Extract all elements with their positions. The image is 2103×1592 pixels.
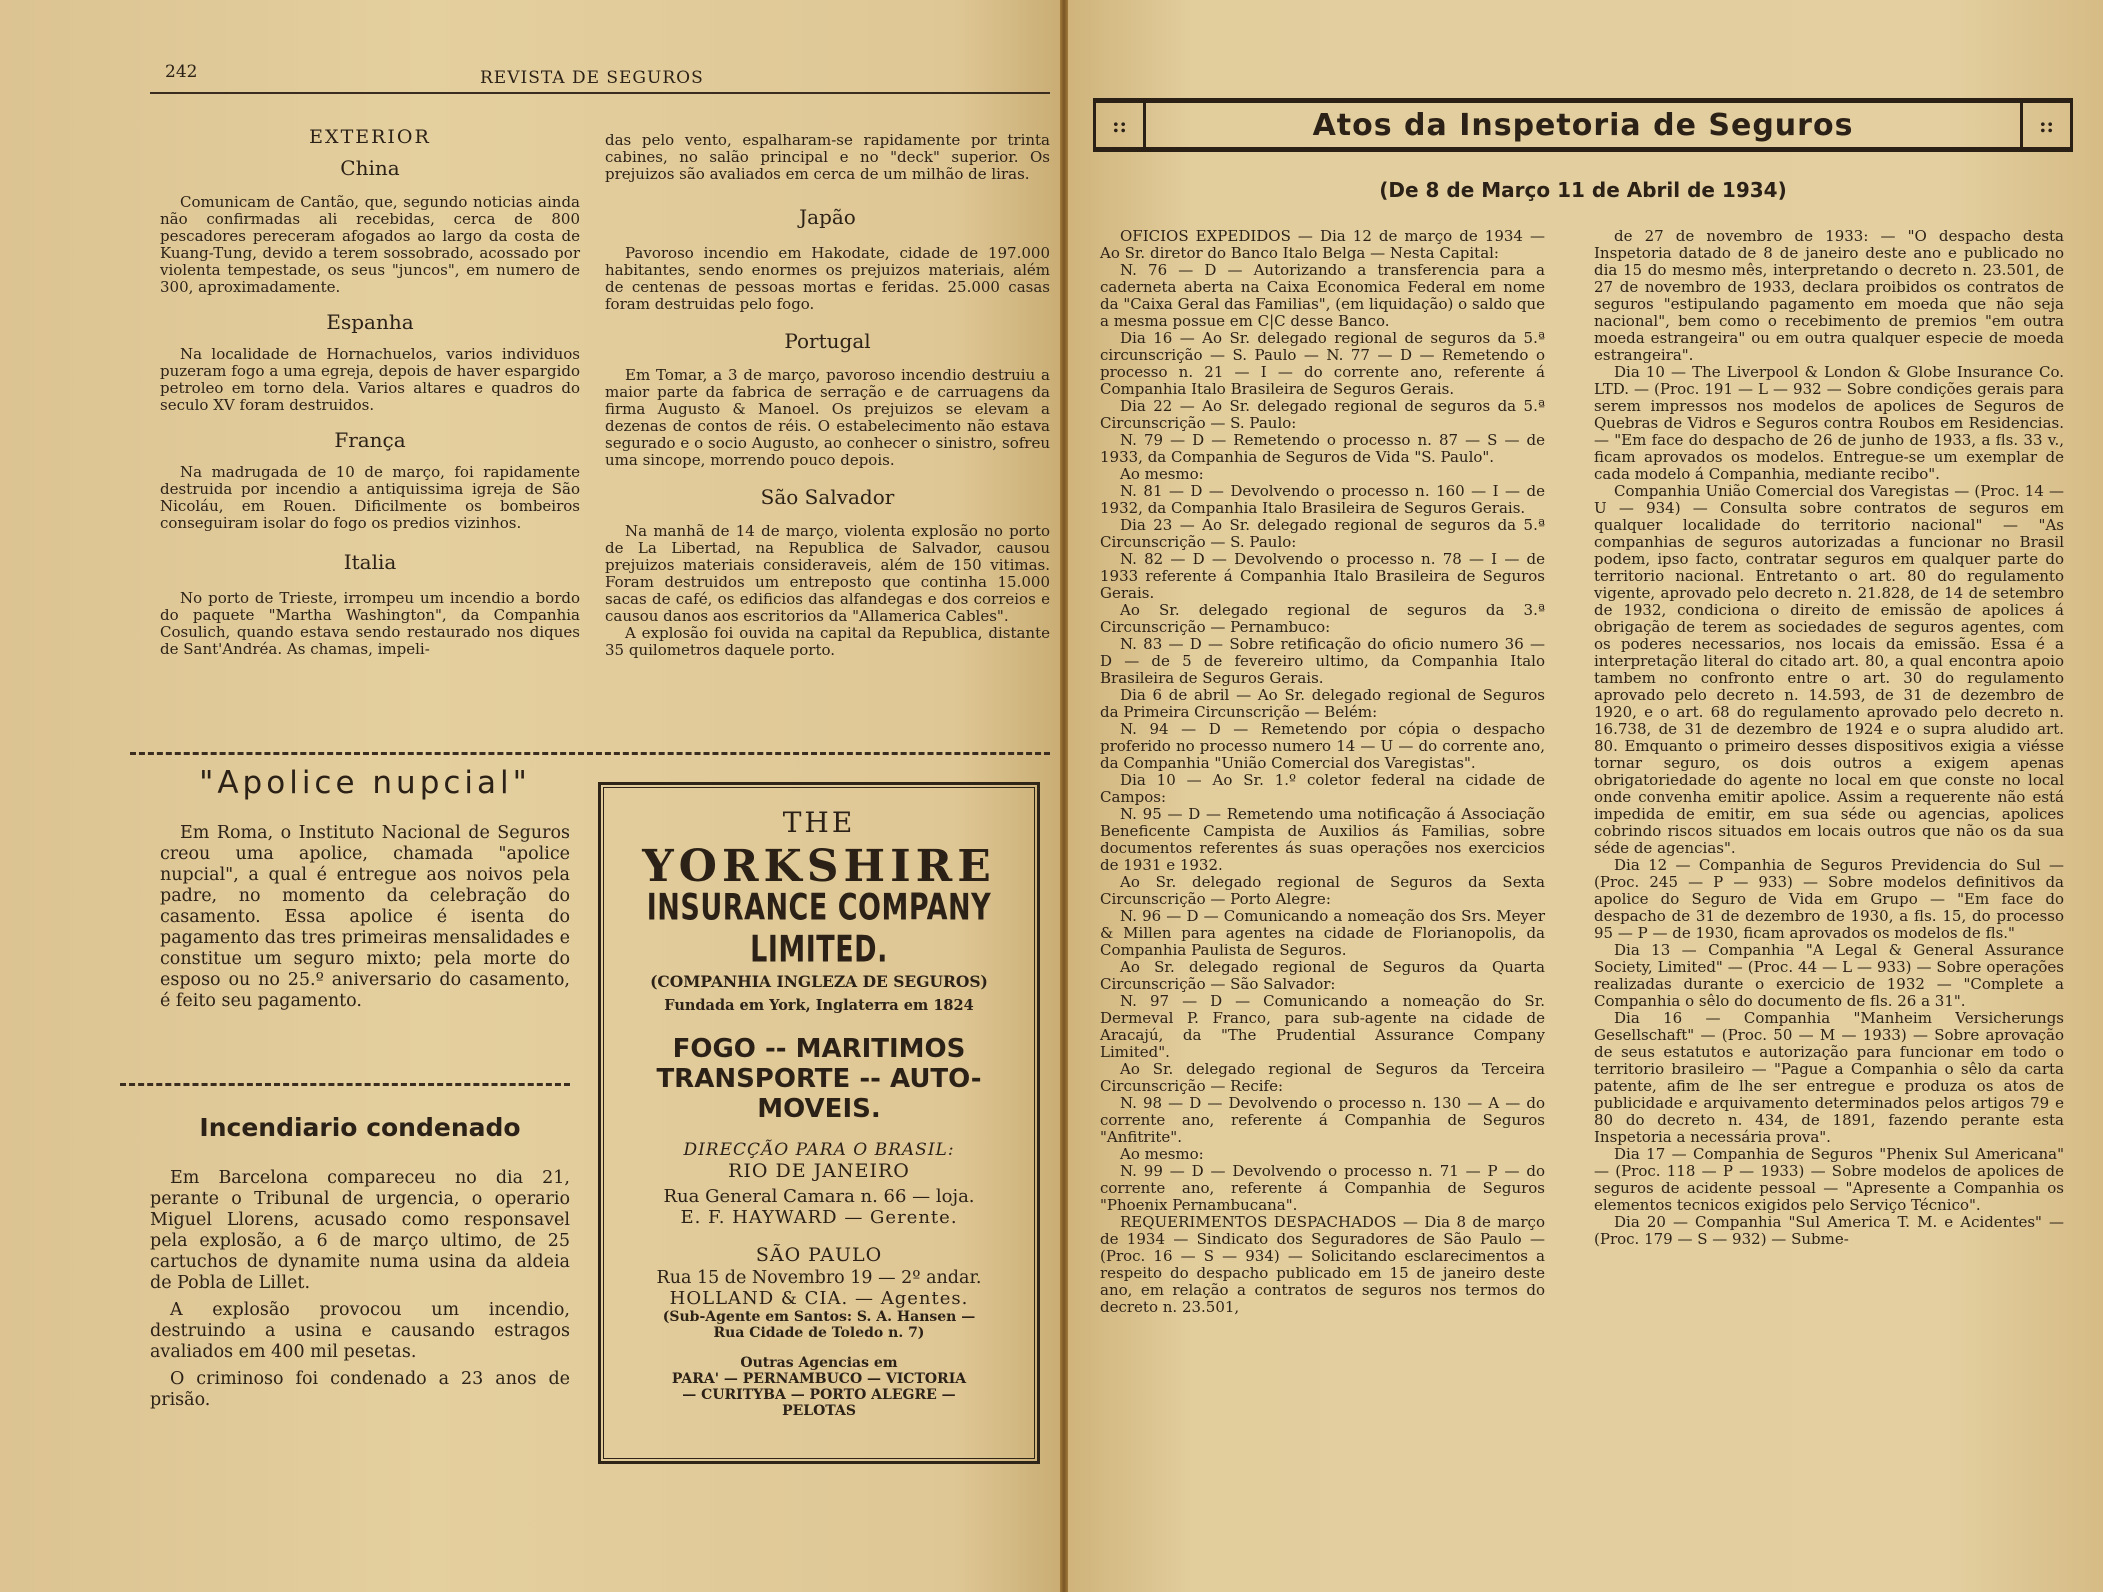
advert-direccao: DIRECÇÃO PARA O BRASIL: — [683, 1140, 955, 1160]
advert-rua-sp: Rua 15 de Novembro 19 — 2º andar. — [656, 1268, 982, 1288]
apolice-divider — [120, 1083, 570, 1086]
advert-hayward: E. F. HAYWARD — Gerente. — [680, 1207, 958, 1228]
exterior-column-a — [160, 126, 580, 658]
advert-lines-3: MOVEIS. — [757, 1094, 881, 1124]
espanha-text: Na localidade de Hornachuelos, varios individuos puzeram fogo a uma egreja, depois de haver espargido petroleo em torno dela. Varios altares e quadros do seculo XV foram destruidos. — [160, 345, 580, 414]
incendiario-article — [150, 1113, 570, 1411]
incendiario-p3: O criminoso foi condenado a 23 anos de prisão. — [150, 1369, 570, 1410]
act-paragraph: N. 82 — D — Devolvendo o processo n. 78 — I — de 1933 referente á Companhia Italo Brasileira de Seguros Gerais. — [1100, 550, 1545, 602]
act-paragraph: Dia 10 — The Liverpool & London & Globe Insurance Co. LTD. — (Proc. 191 — L — 932 — Sobre condições gerais para serem impressos nos modelos de apolices de Seguros de Quebras de Vidros e Seguros contra Roubos em Residencias. — "Em face do despacho de 26 de junho de 1933, a fls. 33 v., ficam aprovados os modelos. Entregue-se um exemplar de cada modelo á Companhia, mediante recibo". — [1594, 363, 2064, 483]
incendiario-p2: A explosão provocou um incendio, destruindo a usina e causando estragos avaliados em 400 mil pesetas. — [150, 1300, 570, 1362]
right-page — [1068, 0, 2103, 1592]
act-paragraph: Dia 12 — Companhia de Seguros Previdencia do Sul — (Proc. 245 — P — 933) — Sobre modelos definitivos da apolice do Seguro de Vida em Grupo — "Em face do despacho de 31 de dezembro de 1930, a fls. 15, do processo 95 — P — de 1930, ficam aprovados os modelos de fls." — [1594, 856, 2064, 942]
advert-rua-rio: Rua General Camara n. 66 — loja. — [663, 1186, 975, 1207]
act-paragraph: Ao Sr. delegado regional de Seguros da Terceira Circunscrição — Recife: — [1100, 1060, 1545, 1095]
act-paragraph: Dia 6 de abril — Ao Sr. delegado regional de Seguros da Primeira Circunscrição — Belém: — [1100, 686, 1545, 721]
advert-santos-2: Rua Cidade de Toledo n. 7) — [713, 1325, 925, 1341]
act-paragraph: N. 96 — D — Comunicando a nomeação dos Srs. Meyer & Millen para agentes na cidade de Florianopolis, da Companhia Paulista de Seguros. — [1100, 907, 1545, 959]
act-paragraph: N. 99 — D — Devolvendo o processo n. 71 — P — do corrente ano, referente á Companhia de Seguros "Phoenix Pernambucana". — [1100, 1162, 1545, 1214]
china-text: Comunicam de Cantão, que, segundo noticias ainda não confirmadas ali recebidas, cerca de 800 pescadores pereceram afogados ao largo da costa de Kuang-Tung, devido a terem sossobrado, acossado por violenta tempestade, os seus "juncos", em numero de 300, aproximadamente. — [160, 193, 580, 296]
advert-outras: Outras Agencias em — [740, 1355, 898, 1371]
japao-text: Pavoroso incendio em Hakodate, cidade de 197.000 habitantes, sendo enormes os prejuizos materiais, além de centenas de pessoas mortas e feridas. 25.000 casas foram destruidas pelo fogo. — [605, 244, 1050, 313]
banner-title: Atos da Inspetoria de Seguros — [1312, 107, 1854, 143]
advert-subtitle: (COMPANHIA INGLEZA DE SEGUROS) — [650, 972, 988, 991]
advert-rio: RIO DE JANEIRO — [728, 1160, 910, 1182]
portugal-heading: Portugal — [784, 329, 871, 353]
title-banner — [1093, 98, 2073, 152]
salvador-text-2: A explosão foi ouvida na capital da Republica, distante 35 quilometros daquele porto. — [605, 624, 1050, 659]
exterior-heading: EXTERIOR — [309, 126, 431, 148]
section-divider — [130, 752, 1050, 755]
book-gutter — [1060, 0, 1068, 1592]
apolice-article — [160, 765, 570, 1012]
advert-lines-2: TRANSPORTE -- AUTO- — [656, 1064, 982, 1094]
advert-brand: YORKSHIRE — [642, 841, 996, 892]
advert-santos-1: (Sub-Agente em Santos: S. A. Hansen — — [662, 1309, 976, 1325]
china-heading: China — [340, 156, 400, 180]
act-paragraph: Ao Sr. delegado regional de Seguros da Sexta Circunscrição — Porto Alegre: — [1100, 873, 1545, 908]
act-paragraph: Ao mesmo: — [1120, 465, 1204, 483]
act-paragraph: Dia 22 — Ao Sr. delegado regional de seguros da 5.ª Circunscrição — S. Paulo: — [1100, 397, 1545, 432]
running-title: REVISTA DE SEGUROS — [480, 68, 704, 88]
act-paragraph: Ao Sr. delegado regional de Seguros da Quarta Circunscrição — São Salvador: — [1100, 958, 1545, 993]
salvador-heading: São Salvador — [760, 485, 895, 509]
advert-lines-1: FOGO -- MARITIMOS — [672, 1034, 966, 1064]
advert-sp: SÃO PAULO — [755, 1244, 883, 1266]
act-paragraph: REQUERIMENTOS DESPACHADOS — Dia 8 de março de 1934 — Sindicato dos Seguradores de São Paulo — (Proc. 16 — S — 934) — Solicitando esclarecimentos a respeito do despacho publicado em 15 de janeiro deste ano, em relação a contratos de seguros nos termos do decreto n. 23.501, — [1100, 1213, 1545, 1316]
act-paragraph: Dia 16 — Ao Sr. delegado regional de seguros da 5.ª circunscrição — S. Paulo — N. 77 — D — Remetendo o processo n. 21 — I — do corrente ano, referente á Companhia Italo Brasileira de Seguros Gerais. — [1100, 329, 1545, 398]
franca-text: Na madrugada de 10 de março, foi rapidamente destruida por incendio a antiquissima igreja de São Nicoláu, em Rouen. Dificilmente os bombeiros conseguiram isolar do fogo os predios vizinhos. — [160, 463, 580, 532]
italia-heading: Italia — [343, 550, 397, 574]
act-paragraph: Dia 13 — Companhia "A Legal & General Assurance Society, Limited" — (Proc. 44 — L — 933) — Sobre operações realizadas durante o exercicio de 1932 — "Complete a Companhia o sêlo do documento de fls. 26 a 31". — [1594, 941, 2064, 1010]
act-paragraph: Ao mesmo: — [1120, 1145, 1204, 1163]
act-paragraph: N. 97 — D — Comunicando a nomeação do Sr. Dermeval P. Franco, para sub-agente na cidade de Aracajú, da "The Prudential Assurance Company Limited". — [1100, 992, 1545, 1061]
advert-founded: Fundada em York, Inglaterra em 1824 — [664, 997, 974, 1014]
acts-column-1 — [1100, 228, 1545, 1316]
page-number: 242 — [165, 62, 198, 82]
advert-agencies-3: PELOTAS — [782, 1403, 856, 1419]
exterior-column-b — [605, 132, 1050, 659]
banner-mark-right: :: — [2020, 103, 2070, 147]
advert-company: INSURANCE COMPANY LIMITED. — [646, 887, 992, 971]
apolice-title: "Apolice nupcial" — [199, 765, 531, 801]
espanha-heading: Espanha — [326, 310, 414, 334]
act-paragraph: N. 79 — D — Remetendo o processo n. 87 — S — de 1933, da Companhia de Seguros de Vida "S. Paulo". — [1100, 431, 1545, 466]
act-paragraph: de 27 de novembro de 1933: — "O despacho desta Inspetoria datado de 8 de janeiro deste ano e publicado no dia 15 do mesmo mês, interpretando o decreto n. 23.501, de 27 de novembro de 1933, declara proibidos os contratos de seguros "estipulando pagamento em moeda que não seja nacional", bem como o recebimento de premios "em outra moeda estrangeira" ou em outra qualquer especie de moeda estrangeira". — [1594, 227, 2064, 364]
advert-holland: HOLLAND & CIA. — Agentes. — [669, 1288, 969, 1309]
act-paragraph: N. 94 — D — Remetendo por cópia o despacho proferido no processo numero 14 — U — do corrente ano, da Companhia "União Comercial dos Varegistas". — [1100, 720, 1545, 772]
advert-agencies-1: PARA' — PERNAMBUCO — VICTORIA — [671, 1371, 967, 1387]
yorkshire-advert — [598, 782, 1040, 1464]
apolice-text: Em Roma, o Instituto Nacional de Seguros creou uma apolice, chamada "apolice nupcial", a qual é entregue aos noivos pela padre, no momento da celebração do casamento. Essa apolice é isenta do pagamento das tres primeiras mensalidades e constitue um seguro mixto; pela morte do esposo ou no 25.º aniversario do casamento, é feito seu pagamento. — [160, 823, 570, 1011]
act-paragraph: Dia 20 — Companhia "Sul America T. M. e Acidentes" — (Proc. 179 — S — 932) — Subme- — [1594, 1213, 2064, 1248]
header-rule — [150, 92, 1050, 94]
banner-mark-left: :: — [1096, 103, 1146, 147]
act-paragraph: N. 95 — D — Remetendo uma notificação á Associação Beneficente Campista de Auxilios ás Familias, sobre documentos referentes ás suas operações nos exercicios de 1931 e 1932. — [1100, 805, 1545, 874]
portugal-text: Em Tomar, a 3 de março, pavoroso incendio destruiu a maior parte da fabrica de serração e de carruagens da firma Augusto & Manoel. Os prejuizos se elevam a dezenas de contos de réis. O estabelecimento não estava segurado e o socio Augusto, ao conhecer o sinistro, sofreu uma sincope, morrendo pouco depois. — [605, 366, 1050, 469]
act-paragraph: Dia 16 — Companhia "Manheim Versicherungs Gesellschaft" — (Proc. 50 — M — 1933) — Sobre aprovação de seus estatutos e autorização para funcionar em todo o territorio brasileiro — "Pague a Companhia o sêlo da carta patente, afim de lhe ser entregue e produza os atos de publicidade e arquivamento determinados pelos artigos 79 e 80 do decreto n. 434, de 1891, fazendo perante esta Inspetoria a necessária prova". — [1594, 1009, 2064, 1146]
italia-text: No porto de Trieste, irrompeu um incendio a bordo do paquete "Martha Washington", da Companhia Cosulich, quando estava sendo restaurado nos diques de Sant'Andréa. As chamas, impeli- — [160, 589, 580, 658]
acts-column-2 — [1594, 228, 2064, 1248]
act-paragraph: OFICIOS EXPEDIDOS — Dia 12 de março de 1934 — Ao Sr. diretor do Banco Italo Belga — Nesta Capital: — [1100, 227, 1545, 262]
act-paragraph: N. 76 — D — Autorizando a transferencia para a caderneta aberta na Caixa Economica Federal em nome da "Caixa Geral das Familias", (em liquidação) o saldo que a mesma possue em C|C desse Banco. — [1100, 261, 1545, 330]
act-paragraph: Dia 10 — Ao Sr. 1.º coletor federal na cidade de Campos: — [1100, 771, 1545, 806]
act-paragraph: Companhia União Comercial dos Varegistas — (Proc. 14 — U — 934) — Consulta sobre contratos de seguros em qualquer localidade do territorio nacional" — "As companhias de seguros autorizadas a funcionar no Brasil podem, ipso facto, contratar seguros em qualquer parte do territorio nacional. Entretanto o art. 80 do regulamento vigente, aprovado pelo decreto n. 21.828, de 14 de setembro de 1932, condiciona o direito de emissão de apolices á obrigação de terem as sociedades de seguros agentes, com os poderes necessarios, nos locais da emissão. Essa é a interpretação literal do citado art. 80, a qual encontra apoio tambem no confronto entre o art. 30 do regulamento aprovado pelo decreto n. 14.593, de 31 de dezembro de 1920, e o art. 68 do regulamento aprovado pelo decreto n. 16.738, de 31 de dezembro de 1924 e o supra aludido art. 80. Emquanto o primeiro desses dispositivos exigia a viésse tornar seguro, os dois outros a exigem apenas obrigatoriedade do agente no local em que conste no local onde convenha emitir apolice. Assim a requerente não está impedida de emitir, em sua séde ou agencias, apolices cobrindo riscos situados em locais outros que não os da sua séde de agencias". — [1594, 482, 2064, 857]
salvador-text: Na manhã de 14 de março, violenta explosão no porto de La Libertad, na Republica de Salvador, causou prejuizos materiais consideraveis, além de 150 vitimas. Foram destruidos um entreposto que continha 15.000 sacas de café, os edificios das alfandegas e dos correios e causou danos aos escritorios da "Allamerica Cables". — [605, 522, 1050, 625]
japao-heading: Japão — [799, 205, 856, 229]
advert-the: THE — [782, 806, 856, 839]
act-paragraph: Dia 23 — Ao Sr. delegado regional de seguros da 5.ª Circunscrição — S. Paulo: — [1100, 516, 1545, 551]
franca-heading: França — [334, 428, 406, 452]
italia-continued: das pelo vento, espalharam-se rapidamente por trinta cabines, no salão principal e no "deck" superior. Os prejuizos são avaliados em cerca de um milhão de liras. — [605, 131, 1050, 183]
act-paragraph: N. 81 — D — Devolvendo o processo n. 160 — I — de 1932, da Companhia Italo Brasileira de Seguros Gerais. — [1100, 482, 1545, 517]
date-range: (De 8 de Março 11 de Abril de 1934) — [1379, 178, 1787, 202]
act-paragraph: Ao Sr. delegado regional de seguros da 3.ª Circunscrição — Pernambuco: — [1100, 601, 1545, 636]
act-paragraph: Dia 17 — Companhia de Seguros "Phenix Sul Americana" — (Proc. 118 — P — 1933) — Sobre modelos de apolices de seguros de acidente pessoal — "Apresente a Companhia os elementos tecnicos exigidos pelo Serviço Técnico". — [1594, 1145, 2064, 1214]
incendiario-title: Incendiario condenado — [199, 1113, 521, 1142]
incendiario-p1: Em Barcelona compareceu no dia 21, perante o Tribunal de urgencia, o operario Miguel Llorens, acusado como responsavel pela explosão, a 6 de março ultimo, de 25 cartuchos de dynamite numa usina da aldeia de Pobla de Lillet. — [150, 1168, 570, 1293]
advert-agencies-2: — CURITYBA — PORTO ALEGRE — — [682, 1387, 956, 1403]
act-paragraph: N. 98 — D — Devolvendo o processo n. 130 — A — do corrente ano, referente á Companhia de Seguros "Anfitrite". — [1100, 1094, 1545, 1146]
act-paragraph: N. 83 — D — Sobre retificação do oficio numero 36 — D — de 5 de fevereiro ultimo, da Companhia Italo Brasileira de Seguros Gerais. — [1100, 635, 1545, 687]
